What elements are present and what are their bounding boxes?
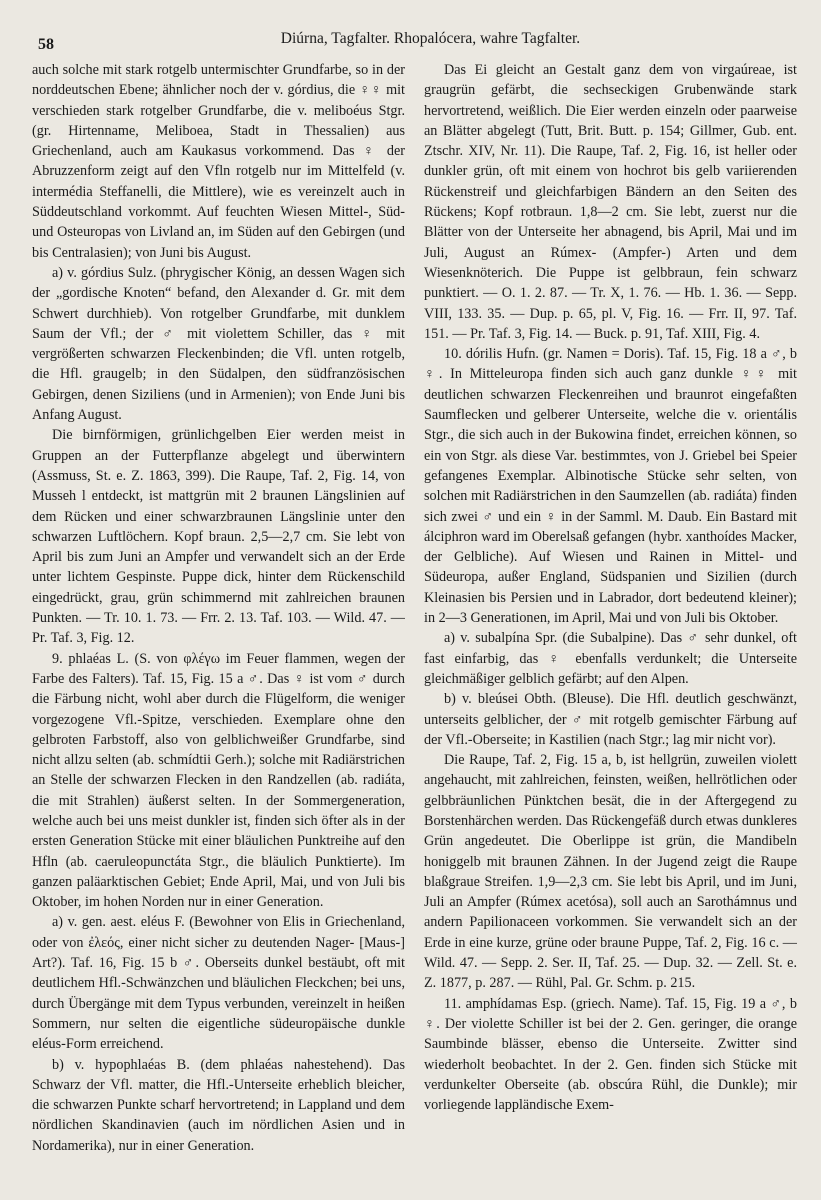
- paragraph: a) v. górdius Sulz. (phrygischer König, an dessen Wagen sich der „gordische Knoten“ befand, den Alexander d. Gr. mit dem Schwert durchhieb). Von rotgelber Grundfarbe, mit dunklem Saum der Vfl.; der ♂ mit violettem Schiller, das ♀ mit vergrößerten schwarzen Fleckenbinden; die Vfl. unten rotgelb, die Hfl. graugelb; in den Südalpen, den südfranzösischen Gebirgen, denen Siziliens (und in Armenien); von Ende Juni bis Anfang August.: [32, 264, 405, 424]
- species-entry-phlaeas: 9. phlaéas L. (S. von φλέγω im Feuer flammen, wegen der Farbe des Falters). Taf. 15, Fig. 15 a ♂. Das ♀ ist vom ♂ durch die Färbung nicht, wohl aber durch die Flügelform, die weniger vorgezogene Vfl.-Spitze, verschieden. Exemplare ohne den gelbroten Farbstoff, also von gelblichweißer Grundfarbe, sind nicht allzu selten (ab. schmídtii Gerh.); solche mit Radiärstrichen an Stelle der schwarzen Flecken in den Randzellen (ab. radiáta, die mit Strahlen) äußerst selten. In der Sommergeneration, welche auch bei uns meist dunkler ist, finden sich öfter als in der ersten Generation Stücke mit einer bläulichen Punktreihe auf den Hfln (ab. caeruleopunctáta Stgr., die bläulich Punktierte). Im ganzen paläarktischen Gebiet; Ende April, Mai, und von Juli bis Oktober, im hohen Norden nur in einer Generation.: [32, 650, 405, 911]
- right-column: [424, 60, 797, 1195]
- page-number: 58: [38, 36, 54, 53]
- paragraph: a) v. subalpína Spr. (die Subalpine). Das ♂ sehr dunkel, oft fast einfarbig, das ♀ ebenfalls verdunkelt; die Unterseite gleichmäßiger gelblich gefärbt; auf den Alpen.: [424, 630, 797, 687]
- paragraph: Die Raupe, Taf. 2, Fig. 15 a, b, ist hellgrün, zuweilen violett angehaucht, mit zahlreichen, feinsten, weißen, hellrötlichen oder gelbbräunlichen Pünktchen besät, die in der Aftergegend zu Borstenhärchen werden. Das Rückengefäß durch etwas dunkleres Grün angedeutet. Die Oberlippe ist grün, die Mandibeln honiggelb mit braunen Zähnen. In der Jugend zeigt die Raupe blaßgraue Streifen. 1,9—2,3 cm. Sie lebt bis April, und im Juni, Juli an Ampfer (Rúmex acetósa), soll auch an Sarothámnus und andern Papilionaceen vorkommen. Sie verwandelt sich an der Erde in eine kurze, grüne oder braune Puppe, Taf. 2, Fig. 16 c. — Wild. 47. — Sepp. 2. Ser. II, Taf. 25. — Dup. 32. — Zell. St. e. Z. 1877, p. 287. — Rühl, Pal. Gr. Schm. p. 215.: [424, 752, 797, 992]
- paragraph: Das Ei gleicht an Gestalt ganz dem von virgaúreae, ist graugrün gefärbt, die sechseckigen Grubenwände stark hervortretend, weißlich. Die Eier werden einzeln oder paarweise an Blätter abgelegt (Tutt, Brit. Butt. p. 154; Gillmer, Gub. ent. Ztschr. XIV, Nr. 11). Die Raupe, Taf. 2, Fig. 16, ist heller oder dunkler grün, oft mit einem von hochrot bis gelb variierenden Rückenstreif und gleichfarbigen Bändern an den Seiten des Rückens; Kopf rotbraun. 1,8—2 cm. Sie lebt, zuerst nur die Blätter von der Unterseite her abnagend, bis April, Mai und im Juli, August an Rúmex- (Ampfer-) Arten und dem Wiesenknöterich. Die Puppe ist gelbbraun, fein schwarz punktiert. — O. 1. 2. 87. — Tr. X, 1. 76. — Hb. 1. 36. — Sepp. VIII, 133. 35. — Dup. p. 65, pl. V, Fig. 16. — Frr. II, 97. Taf. 151. — Pr. Taf. 3, Fig. 14. — Buck. p. 91, Taf. XIII, Fig. 4.: [424, 62, 797, 342]
- paragraph: b) v. bleúsei Obth. (Bleuse). Die Hfl. deutlich geschwänzt, unterseits gelblicher, der ♂ mit rotgelb gemischter Färbung auf der Vfl.-Oberseite; in Kastilien (nach Stgr.; lag mir nicht vor).: [424, 691, 797, 748]
- species-entry-amphidamas: 11. amphídamas Esp. (griech. Name). Taf. 15, Fig. 19 a ♂, b ♀. Der violette Schiller ist bei der 2. Gen. geringer, die orange Saumbinde blässer, ebenso die Unterseite. Zwitter sind wiederholt beobachtet. In der 2. Gen. finden sich Stücke mit verdunkelter Oberseite (ab. obscúra Rühl, die Dunkle); mir vorliegende lappländische Exem-: [424, 995, 797, 1114]
- paragraph: auch solche mit stark rotgelb untermischter Grundfarbe, so in der norddeutschen Ebene; ähnlicher noch der v. górdius, die ♀♀ mit verschieden stark rotgelber Grundfarbe, die v. meliboéus Stgr. (gr. Hirtenname, Meliboea, Stadt in Thessalien) aus Griechenland, auch am Kaukasus vorkommend. Das ♀ der Abruzzenform zeigt auf den Vfln rotgelb nur im Mittelfeld (v. intermédia Steffanelli, die Mittlere), wie es vereinzelt auch in Süddeutschland vorkommt. Auf feuchten Wiesen Mittel-, Süd- und Osteuropas von Livland an, im Süden auf den Gebirgen (und bis Centralasien); von Juni bis August.: [32, 62, 405, 261]
- paragraph: b) v. hypophlaéas B. (dem phlaéas nahestehend). Das Schwarz der Vfl. matter, die Hfl.-Unterseite erheblich bleicher, die schwarzen Punkte scharf hervortretend; in Lappland und dem nördlichen Skandinavien (auch im nördlichen Asien und in Nordamerika), nur in einer Generation.: [32, 1056, 405, 1154]
- paragraph: a) v. gen. aest. eléus F. (Bewohner von Elis in Griechenland, oder von ἐλεός, einer nicht sicher zu deutenden Nager- [Maus-] Art?). Taf. 16, Fig. 15 b ♂. Oberseits dunkel bestäubt, oft mit deutlichem Hfl.-Schwänzchen und bläulichen Fleckchen; bei uns, durch Übergänge mit dem Typus verbunden, vereinzelt in heißen Sommern, nur selten die eigentliche südeuropäische dunkle eléus-Form erreichend.: [32, 914, 405, 1053]
- left-column: [32, 60, 405, 1195]
- running-title: Diúrna, Tagfalter. Rhopalócera, wahre Tagfalter.: [280, 30, 581, 47]
- species-entry-dorilis: 10. dórilis Hufn. (gr. Namen = Doris). Taf. 15, Fig. 18 a ♂, b ♀. In Mitteleuropa finden sich auch ganz dunkle ♀♀ mit deutlichen schwarzen Fleckenreihen und braunrot eingefaßten Saumflecken und gelberer Unterseite, welche die v. orientális Stgr., die sich auch in der Bukowina findet, erreichen können, so ein von Stgr. als diese Var. bestimmtes, von J. Griebel bei Speier gefangenes Exemplar. Albinotische Stücke sehr selten, von solchen mit Radiärstrichen in den Saumzellen (ab. radiáta) finden sich zwei ♂ und ein ♀ in der Samml. M. Daub. Ein Bastard mit álciphron ward im Oberelsaß gefangen (hybr. xanthoídes Macker, der Gelbliche). Auf Wiesen und Rainen in Mittel- und Südeuropa, außer England, Südspanien und Sizilien (durch Kleinasien bis Persien und in Labrador, dort bedeutend kleiner); in 2—3 Generationen, im April, Mai und von Juli bis Oktober.: [424, 346, 797, 627]
- paragraph: Die birnförmigen, grünlichgelben Eier werden meist in Gruppen an der Futterpflanze abgelegt und überwintern (Assmuss, St. e. Z. 1863, 399). Die Raupe, Taf. 2, Fig. 14, von Musseh l entdeckt, ist mattgrün mit 2 braunen Längslinien auf dem Rücken und einer schwarzbraunen Längslinie unter den schwarzen Luftlöchern. Kopf braun. 2,5—2,7 cm. Sie lebt von April bis zum Juni an Ampfer und verwandelt sich an der Erde unter lichtem Gespinste. Puppe dick, hinter dem Rückenschild eingedrückt, grau, grün schimmernd mit zahlreichen braunen Punkten. — Tr. 10. 1. 73. — Frr. 2. 13. Taf. 103. — Wild. 47. — Pr. Taf. 3, Fig. 12.: [32, 427, 405, 647]
